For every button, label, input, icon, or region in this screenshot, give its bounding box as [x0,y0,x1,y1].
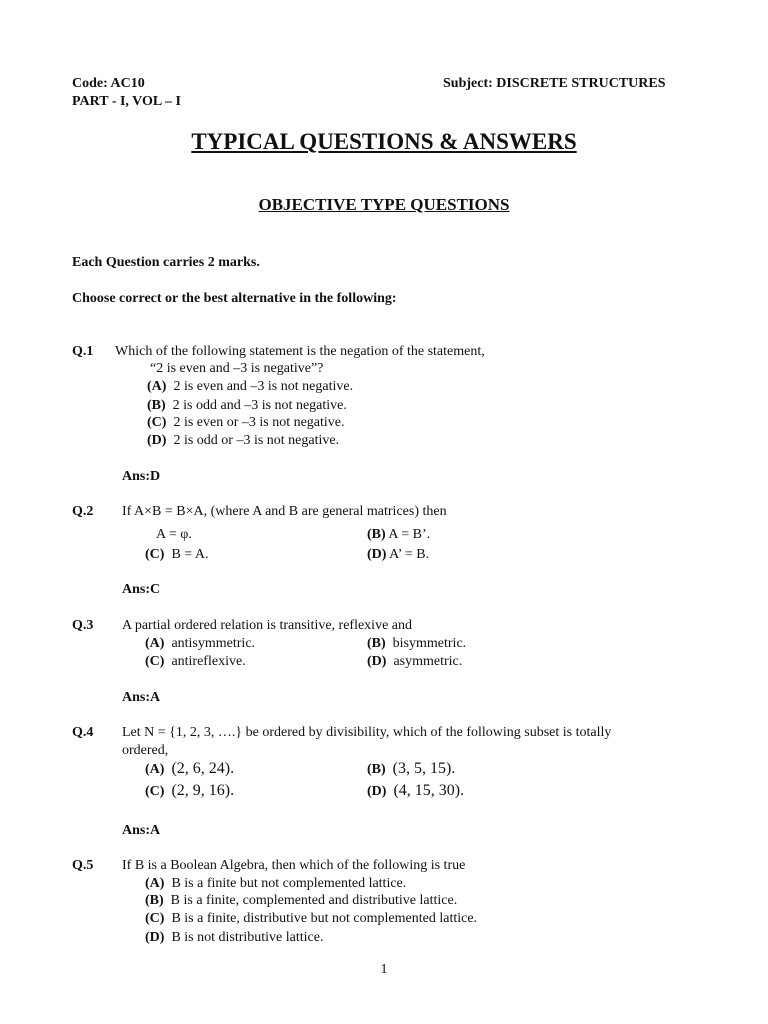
question-number: Q.5 [72,858,94,873]
answer: Ans:A [122,690,161,705]
question-number: Q.2 [72,504,94,519]
option-c: (C) B is a finite, distributive but not complemented lattice. [145,911,478,926]
option-d: (D) asymmetric. [367,654,463,669]
question-text-continued: ordered, [122,743,169,758]
subject-label: Subject: DISCRETE STRUCTURES [443,76,666,91]
instruction-choose: Choose correct or the best alternative in the following: [72,291,397,306]
option-b: (B) (3, 5, 15). [367,760,456,777]
option-c: (C) 2 is even or –3 is not negative. [147,415,345,430]
option-b: (B) A = B’. [367,527,431,542]
option-c: (C) B = A. [145,547,209,562]
part-label: PART - I, VOL – I [72,94,181,109]
answer: Ans:A [122,823,161,838]
section-title: OBJECTIVE TYPE QUESTIONS [258,195,510,214]
question-text: If B is a Boolean Algebra, then which of the following is true [122,858,466,873]
question-quote: “2 is even and –3 is negative”? [150,361,324,376]
option-b: (B) B is a finite, complemented and distributive lattice. [145,893,458,908]
page-number: 1 [380,962,388,977]
question-text: If A×B = B×A, (where A and B are general matrices) then [122,504,447,519]
option-a: (A) (2, 6, 24). [145,760,235,777]
question-number: Q.1 [72,344,94,359]
option-a: A = φ. [156,527,192,542]
question-text: Which of the following statement is the negation of the statement, [115,344,485,359]
option-d: (D) A’ = B. [367,547,430,562]
option-a: (A) antisymmetric. [145,636,256,651]
option-b: (B) 2 is odd and –3 is not negative. [147,398,347,413]
question-text: Let N = {1, 2, 3, ….} be ordered by divisibility, which of the following subset is totally [122,725,612,740]
option-d: (D) B is not distributive lattice. [145,930,324,945]
option-b: (B) bisymmetric. [367,636,467,651]
answer: Ans:C [122,582,161,597]
answer: Ans:D [122,469,161,484]
question-number: Q.3 [72,618,94,633]
option-c: (C) antireflexive. [145,654,246,669]
question-number: Q.4 [72,725,94,740]
option-a: (A) 2 is even and –3 is not negative. [147,379,354,394]
question-text: A partial ordered relation is transitive, reflexive and [122,618,413,633]
option-a: (A) B is a finite but not complemented lattice. [145,876,407,891]
page-title: TYPICAL QUESTIONS & ANSWERS [191,129,577,154]
option-d: (D) 2 is odd or –3 is not negative. [147,433,340,448]
option-d: (D) (4, 15, 30). [367,782,465,799]
instruction-marks: Each Question carries 2 marks. [72,255,260,270]
option-c: (C) (2, 9, 16). [145,782,235,799]
code-label: Code: AC10 [72,76,145,91]
